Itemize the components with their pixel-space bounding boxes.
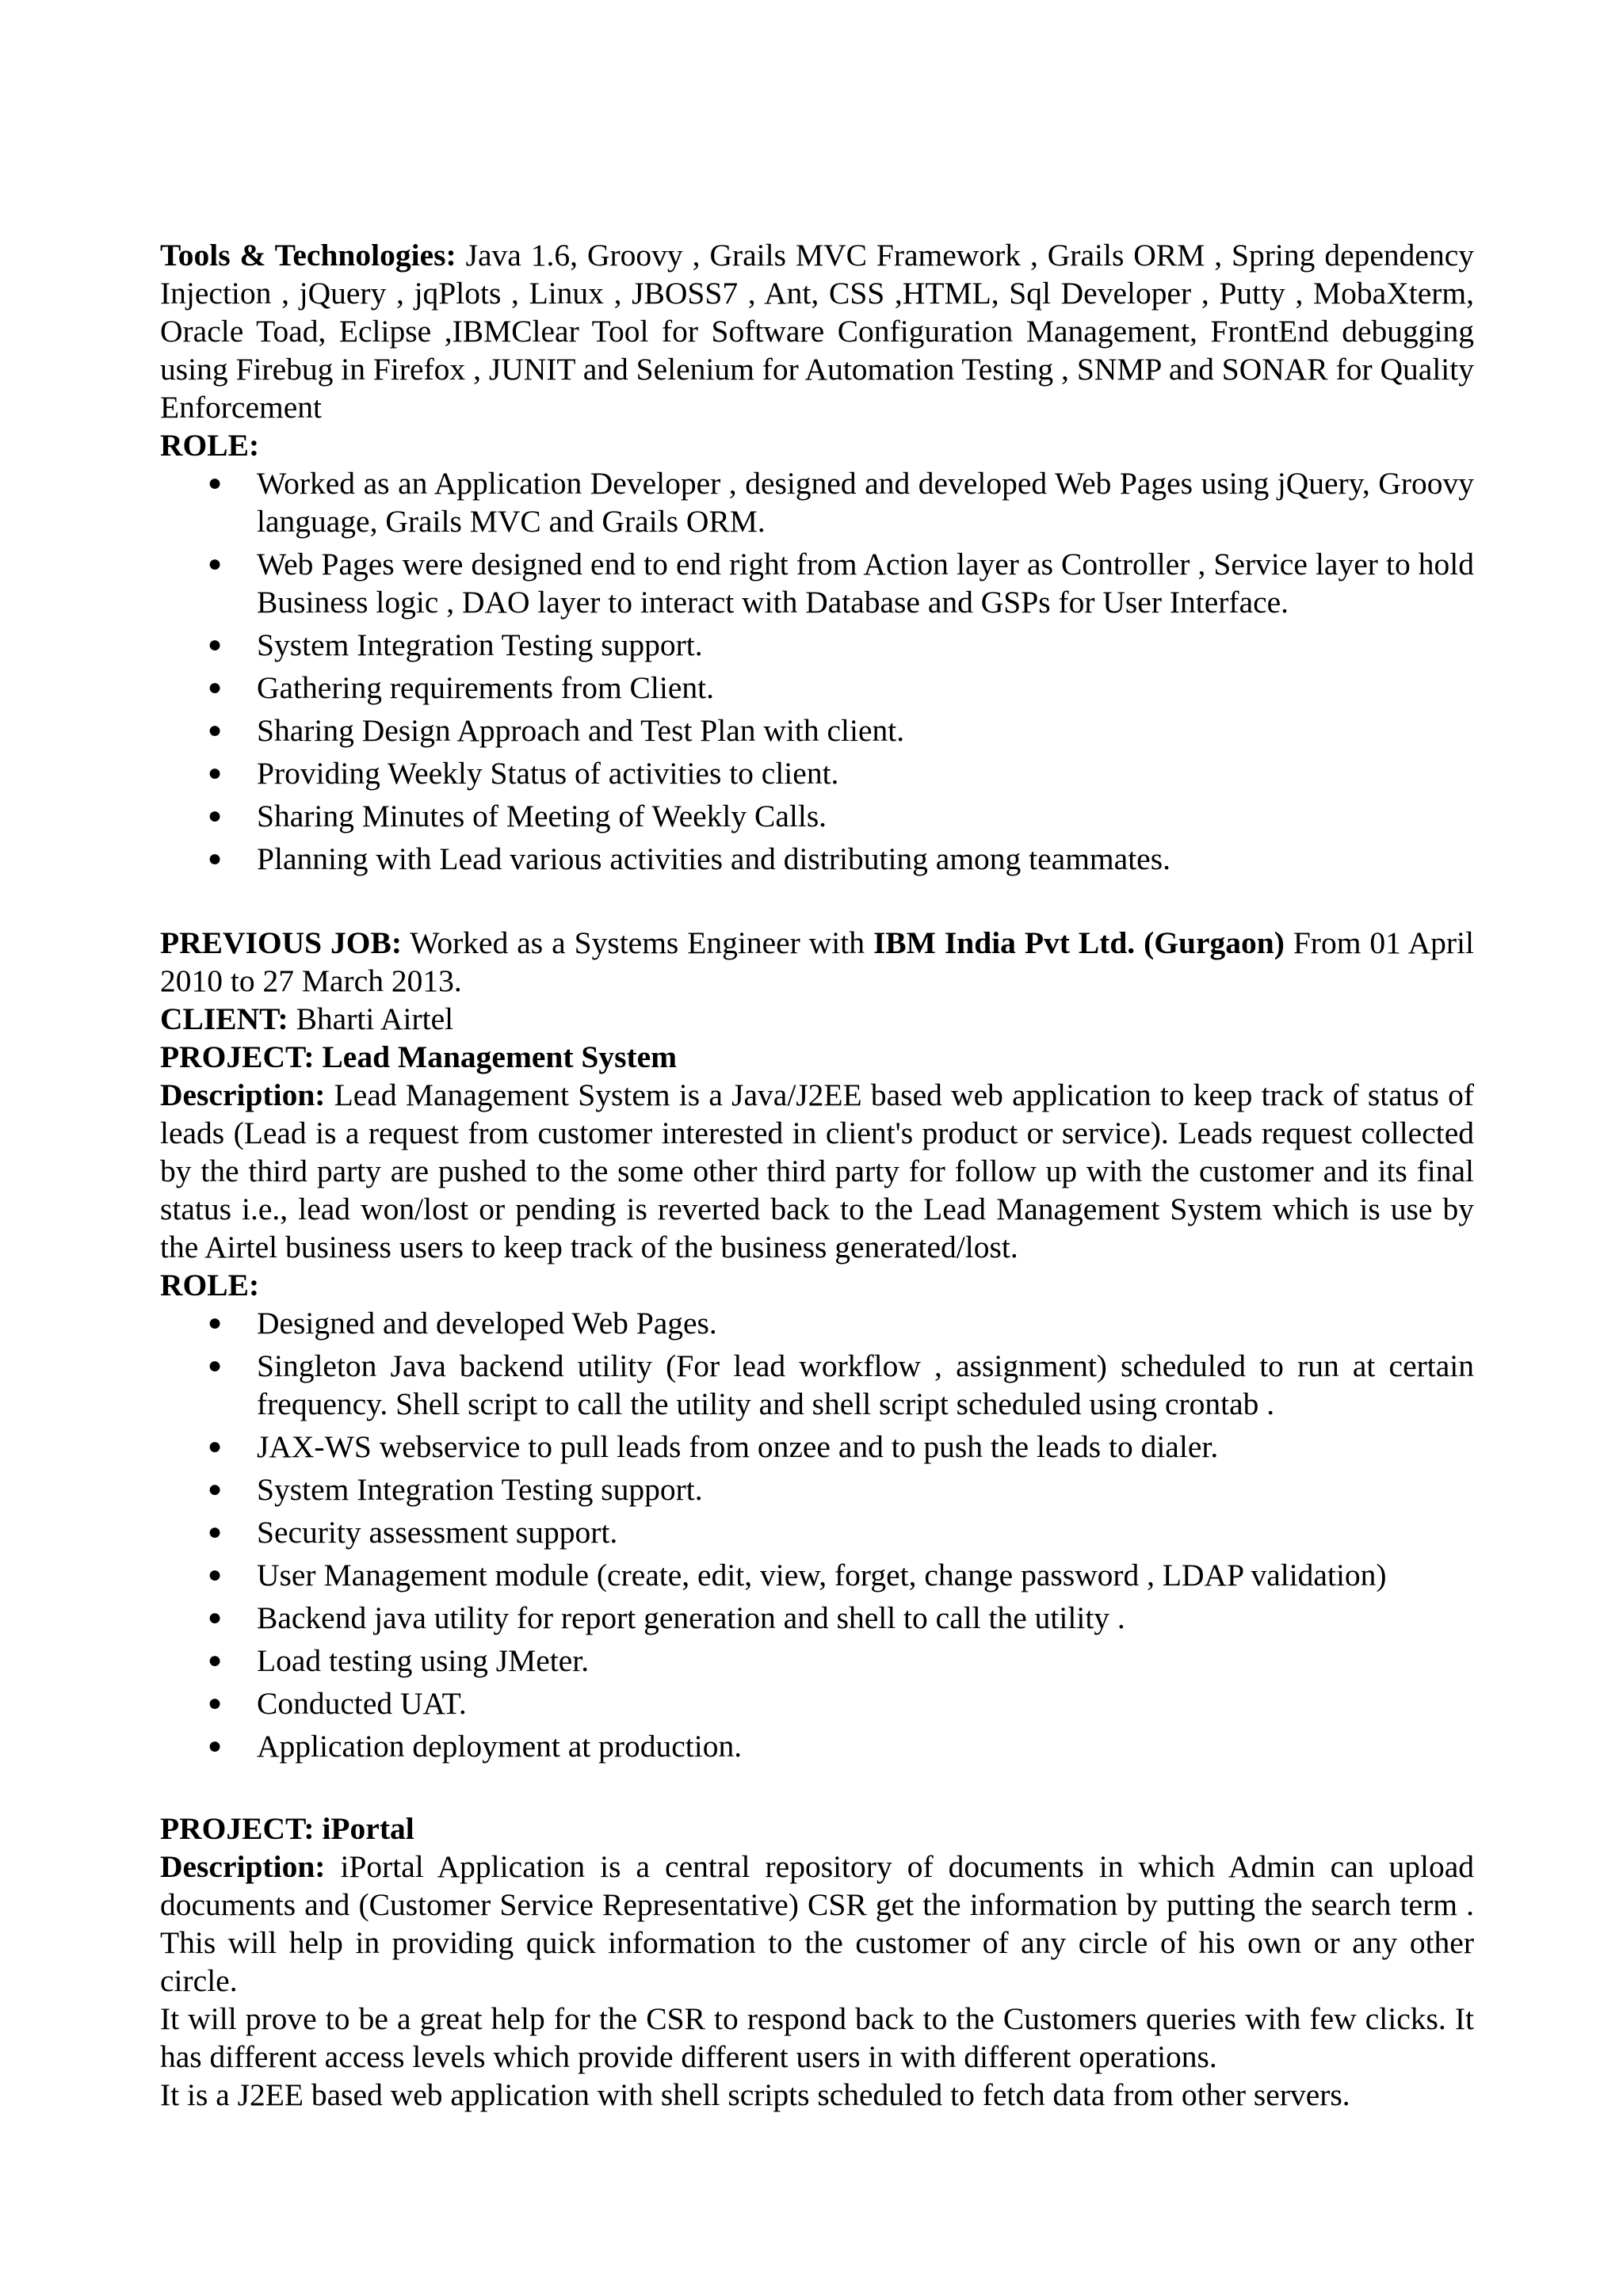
list-item: ● Security assessment support. bbox=[208, 1515, 618, 1550]
client-line bbox=[160, 1000, 1474, 1038]
role-heading-1: ROLE: bbox=[160, 428, 260, 463]
bullet-icon: ● bbox=[208, 674, 223, 700]
bullet-icon: ● bbox=[208, 1519, 223, 1545]
list-item: ● Web Pages were designed end to end right from Action layer as Controller , Service layer to hold Business logic , DAO layer to interact with Database and GSPs for User Interface. bbox=[208, 547, 1474, 620]
bullet-icon: ● bbox=[208, 760, 223, 786]
bullet-icon: ● bbox=[208, 1733, 223, 1759]
role-list-1 bbox=[160, 464, 1474, 878]
list-item: ● Conducted UAT. bbox=[208, 1686, 467, 1721]
bullet-icon: ● bbox=[208, 803, 223, 829]
client-value: Bharti Airtel bbox=[288, 1001, 454, 1036]
previous-job-label: PREVIOUS JOB: bbox=[160, 925, 403, 960]
project-description-lms: Description: Lead Management System is a Java/J2EE based web application to keep track of status of leads (Lead is a request from customer interested in client's product or service). Leads request collected by the third party are pushed to the some other third party for follow up with the customer and its final status i.e., lead won/lost or pending is reverted back to the Lead Management System which is use by the Airtel business users to keep track of the business generated/lost. bbox=[160, 1077, 1474, 1264]
bullet-icon: ● bbox=[208, 1690, 223, 1716]
bullet-icon: ● bbox=[208, 845, 223, 871]
list-item: ● System Integration Testing support. bbox=[208, 1472, 703, 1507]
tools-label: Tools & Technologies: bbox=[160, 238, 456, 273]
list-item: ● Designed and developed Web Pages. bbox=[208, 1306, 717, 1341]
role-list-2 bbox=[160, 1304, 1474, 1765]
bullet-icon: ● bbox=[208, 1604, 223, 1630]
list-item: ● Planning with Lead various activities and distributing among teammates. bbox=[208, 841, 1170, 876]
role-heading-2: ROLE: bbox=[160, 1268, 260, 1302]
iportal-paragraph-2: It will prove to be a great help for the CSR to respond back to the Customers queries with few clicks. It has different access levels which provide different users in with different operations. bbox=[160, 2001, 1474, 2074]
list-item: ● Singleton Java backend utility (For lead workflow , assignment) scheduled to run at certain frequency. Shell script to call the utility and shell script scheduled using crontab . bbox=[208, 1348, 1474, 1421]
list-item: ● User Management module (create, edit, view, forget, change password , LDAP validation) bbox=[208, 1558, 1387, 1592]
description-label: Description: bbox=[160, 1849, 326, 1884]
list-item: ● Worked as an Application Developer , designed and developed Web Pages using jQuery, Groovy language, Grails MVC and Grails ORM. bbox=[208, 466, 1474, 539]
list-item: ● Providing Weekly Status of activities to client. bbox=[208, 756, 839, 791]
bullet-icon: ● bbox=[208, 631, 223, 658]
resume-page bbox=[160, 236, 1474, 2114]
list-item: ● Application deployment at production. bbox=[208, 1729, 743, 1764]
bullet-icon: ● bbox=[208, 1647, 223, 1673]
company-name: IBM India Pvt Ltd. (Gurgaon) bbox=[873, 925, 1285, 960]
tools-technologies-paragraph bbox=[160, 236, 1474, 426]
bullet-icon: ● bbox=[208, 717, 223, 743]
bullet-icon: ● bbox=[208, 1352, 223, 1379]
list-item: ● System Integration Testing support. bbox=[208, 627, 703, 662]
bullet-icon: ● bbox=[208, 1310, 223, 1336]
tools-text: Java 1.6, Groovy , Grails MVC Framework , Grails ORM , Spring dependency Injection , jQuery , jqPlots , Linux , JBOSS7 , Ant, CSS ,HTML, Sql Developer , Putty , MobaXterm, Oracle Toad, Eclipse ,IBMClear Tool for Software Configuration Management, FrontEnd debugging using Firebug in Firefox , JUNIT and Selenium for Automation Testing , SNMP and SONAR for Quality Enforcement bbox=[160, 238, 1474, 425]
previous-job-paragraph: PREVIOUS JOB: Worked as a Systems Engineer with IBM India Pvt Ltd. (Gurgaon) From 01 April 2010 to 27 March 2013. bbox=[160, 925, 1475, 998]
bullet-icon: ● bbox=[208, 1476, 223, 1502]
project-description-iportal: Description: iPortal Application is a central repository of documents in which Admin can upload documents and (Customer Service Representative) CSR get the information by putting the search term . This will help in providing quick information to the customer of any circle of his own or any other circle. bbox=[160, 1849, 1474, 1998]
list-item: ● Sharing Design Approach and Test Plan with client. bbox=[208, 713, 905, 748]
spacer bbox=[160, 1770, 1474, 1810]
bullet-icon: ● bbox=[208, 551, 223, 577]
bullet-icon: ● bbox=[208, 1433, 223, 1459]
bullet-icon: ● bbox=[208, 1562, 223, 1588]
list-item: ● JAX-WS webservice to pull leads from onzee and to push the leads to dialer. bbox=[208, 1429, 1219, 1464]
iportal-paragraph-3: It is a J2EE based web application with shell scripts scheduled to fetch data from other servers. bbox=[160, 2077, 1350, 2112]
client-label: CLIENT: bbox=[160, 1001, 288, 1036]
project-heading-lms: PROJECT: Lead Management System bbox=[160, 1039, 678, 1074]
spacer bbox=[160, 883, 1474, 924]
list-item: ● Gathering requirements from Client. bbox=[208, 670, 714, 705]
list-item: ● Sharing Minutes of Meeting of Weekly Calls. bbox=[208, 799, 827, 833]
description-label: Description: bbox=[160, 1077, 326, 1112]
project-heading-iportal: PROJECT: iPortal bbox=[160, 1811, 414, 1846]
bullet-icon: ● bbox=[208, 470, 223, 496]
list-item: ● Load testing using JMeter. bbox=[208, 1643, 590, 1678]
list-item: ● Backend java utility for report generation and shell to call the utility . bbox=[208, 1600, 1125, 1635]
